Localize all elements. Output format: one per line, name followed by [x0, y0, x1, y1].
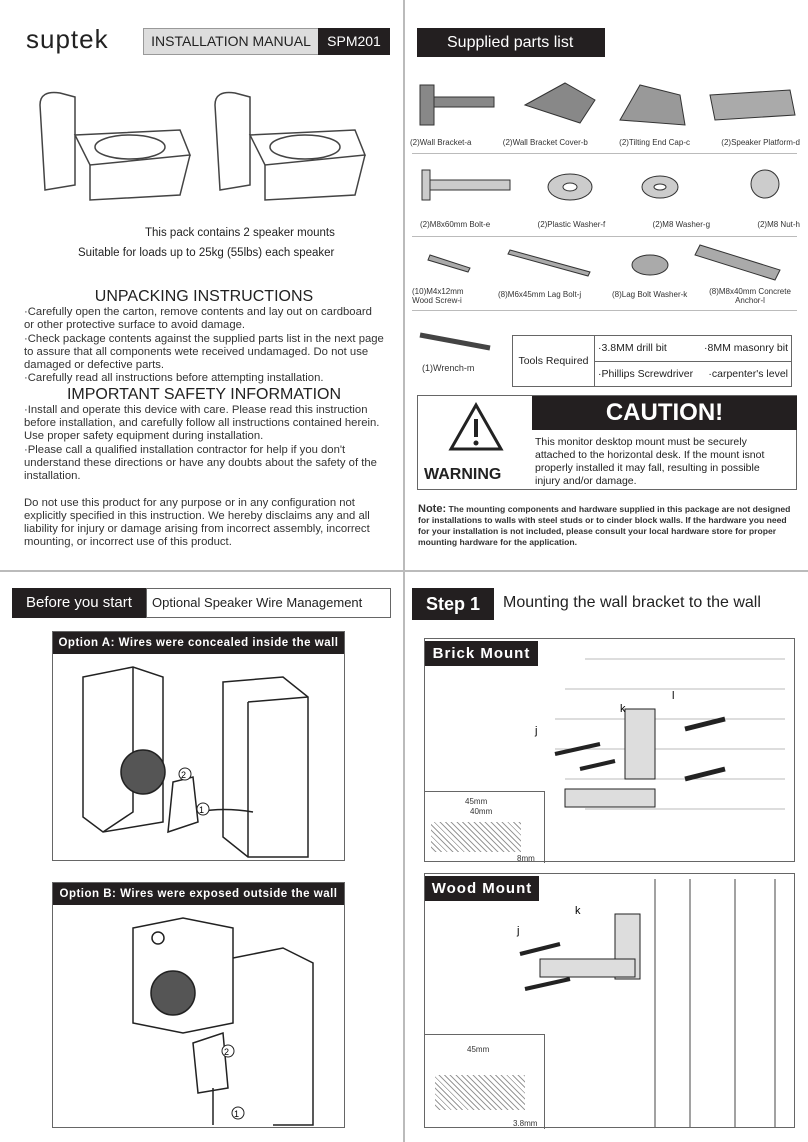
intro-line-1: This pack contains 2 speaker mounts — [145, 227, 335, 239]
wood-mount-title: Wood Mount — [425, 876, 539, 901]
wrench-icon — [415, 330, 495, 355]
callout-2: 2 — [224, 1047, 230, 1057]
intro-line-2: Suitable for loads up to 25kg (55lbs) each speaker — [78, 247, 335, 259]
before-subtitle: Optional Speaker Wire Management — [146, 588, 391, 618]
part-label: (8)M6x45mm Lag Bolt-j — [498, 290, 582, 299]
caution-box — [417, 395, 797, 490]
letter-j: j — [517, 925, 520, 937]
separator — [412, 236, 797, 237]
tool-item: ·Phillips Screwdriver — [598, 367, 694, 380]
safety-item: ·Please call a qualified installation contractor for help if you don't understand these directions or have any doubts about the safety of the installation. — [24, 443, 377, 483]
tool-item: ·carpenter's level — [708, 367, 788, 380]
parts-row3-illustration — [410, 240, 800, 285]
option-b-title: Option B: Wires were exposed outside the wall — [53, 883, 344, 905]
letter-k: k — [575, 905, 581, 917]
tools-label: Tools Required — [513, 336, 595, 386]
unpacking-item: ·Check package contents against the supplied parts list in the next page to assure that all components wete received undamaged. Do not use damaged or defective parts. — [24, 332, 384, 372]
dim-45mm: 45mm — [467, 1045, 490, 1054]
unpacking-item: ·Carefully open the carton, remove contents and lay out on cardboard or other protective surface to avoid damage. — [24, 306, 372, 332]
caution-title: CAUTION! — [532, 396, 797, 430]
dim-8mm: 8mm — [517, 854, 535, 863]
parts-row1-illustration — [410, 75, 800, 135]
callout-1: 1 — [234, 1109, 240, 1119]
logo: suptek — [26, 24, 109, 54]
part-label: (8)Lag Bolt Washer-k — [612, 290, 688, 299]
tool-item: ·3.8MM drill bit — [598, 342, 667, 355]
note-text: The mounting components and hardware supplied in this package are not designed for installations to walls with steel studs or to cinder block walls. If the hardware you need for your installation is not included, please consult your local hardware store for proper mounting hardware for the application. — [418, 504, 791, 547]
callout-2: 2 — [181, 770, 187, 780]
option-a-illustration — [73, 662, 333, 857]
brick-mount-illustration — [535, 649, 790, 839]
warning-label: WARNING — [424, 466, 502, 483]
note-label: Note: — [418, 503, 447, 515]
option-b-illustration — [73, 913, 333, 1125]
option-a-title: Option A: Wires were concealed inside the wall — [53, 632, 344, 654]
brick-dimension-detail — [425, 791, 545, 863]
letter-l: l — [672, 690, 675, 702]
unpacking-item: ·Carefully read all instructions before attempting installation. — [24, 372, 324, 385]
note — [418, 504, 793, 548]
safety-item: ·Install and operate this device with care. Please read this instruction before installation, and carefully follow all instructions contained herein. Use proper safety equipment during installation. — [24, 403, 380, 443]
safety-title: IMPORTANT SAFETY INFORMATION — [66, 385, 342, 403]
parts-title: Supplied parts list — [417, 28, 605, 57]
separator — [412, 310, 797, 311]
brick-mount-title: Brick Mount — [425, 641, 538, 666]
option-a-panel — [52, 631, 345, 861]
tool-item: ·8MM masonry bit — [703, 342, 788, 355]
part-label: (2)Tilting End Cap-c — [619, 138, 690, 147]
dim-45mm: 45mm — [465, 797, 488, 806]
part-label: (2)M8 Washer-g — [652, 220, 711, 229]
option-b-panel — [52, 882, 345, 1128]
wrench-label: (1)Wrench-m — [422, 363, 475, 373]
wood-dimension-detail — [425, 1034, 545, 1129]
caution-text: This monitor desktop mount must be securely attached to the horizontal desk. If the mount isnot properly installed it may fall, resulting in possible injury and/or damage. — [535, 436, 765, 487]
part-label: (2)M8x60mm Bolt-e — [420, 220, 491, 229]
separator — [412, 153, 797, 154]
letter-j: j — [535, 725, 538, 737]
part-label: (2)Wall Bracket Cover-b — [502, 138, 588, 147]
part-label: (2)M8 Nut-h — [757, 220, 800, 229]
part-label: (2)Wall Bracket-a — [410, 138, 472, 147]
parts-row2-illustration — [410, 162, 800, 212]
part-label: (2)Plastic Washer-f — [537, 220, 606, 229]
step1-subtitle: Mounting the wall bracket to the wall — [503, 594, 761, 611]
part-label: (2)Speaker Platform-d — [721, 138, 800, 147]
step1-title: Step 1 — [412, 588, 494, 620]
part-label: (10)M4x12mm Wood Screw-i — [412, 287, 464, 305]
before-title: Before you start — [12, 588, 146, 618]
brick-mount-panel — [424, 638, 795, 862]
model-badge: SPM201 — [318, 28, 390, 55]
disclaimer: Do not use this product for any purpose or in any configuration not explicitly specified in this instruction. We hereby disclaims any and all liability for injury or damage arising from incorrect assembly, incorrect mounting, or incorrect use of this product. — [24, 496, 370, 549]
wood-mount-illustration — [505, 879, 795, 1127]
letter-k: k — [620, 703, 626, 715]
dim-3-8mm: 3.8mm — [513, 1119, 538, 1128]
manual-label: INSTALLATION MANUAL — [143, 28, 319, 55]
tools-table — [512, 335, 792, 387]
warning-triangle-icon — [448, 402, 504, 452]
wood-mount-panel — [424, 873, 795, 1128]
unpacking-title: UNPACKING INSTRUCTIONS — [94, 288, 314, 305]
part-label: (8)M8x40mm Concrete Anchor-l — [709, 287, 791, 305]
speaker-mount-illustration — [30, 85, 380, 220]
callout-1: 1 — [199, 805, 205, 815]
dim-40mm: 40mm — [470, 807, 493, 816]
page-divider-horizontal — [0, 570, 808, 572]
